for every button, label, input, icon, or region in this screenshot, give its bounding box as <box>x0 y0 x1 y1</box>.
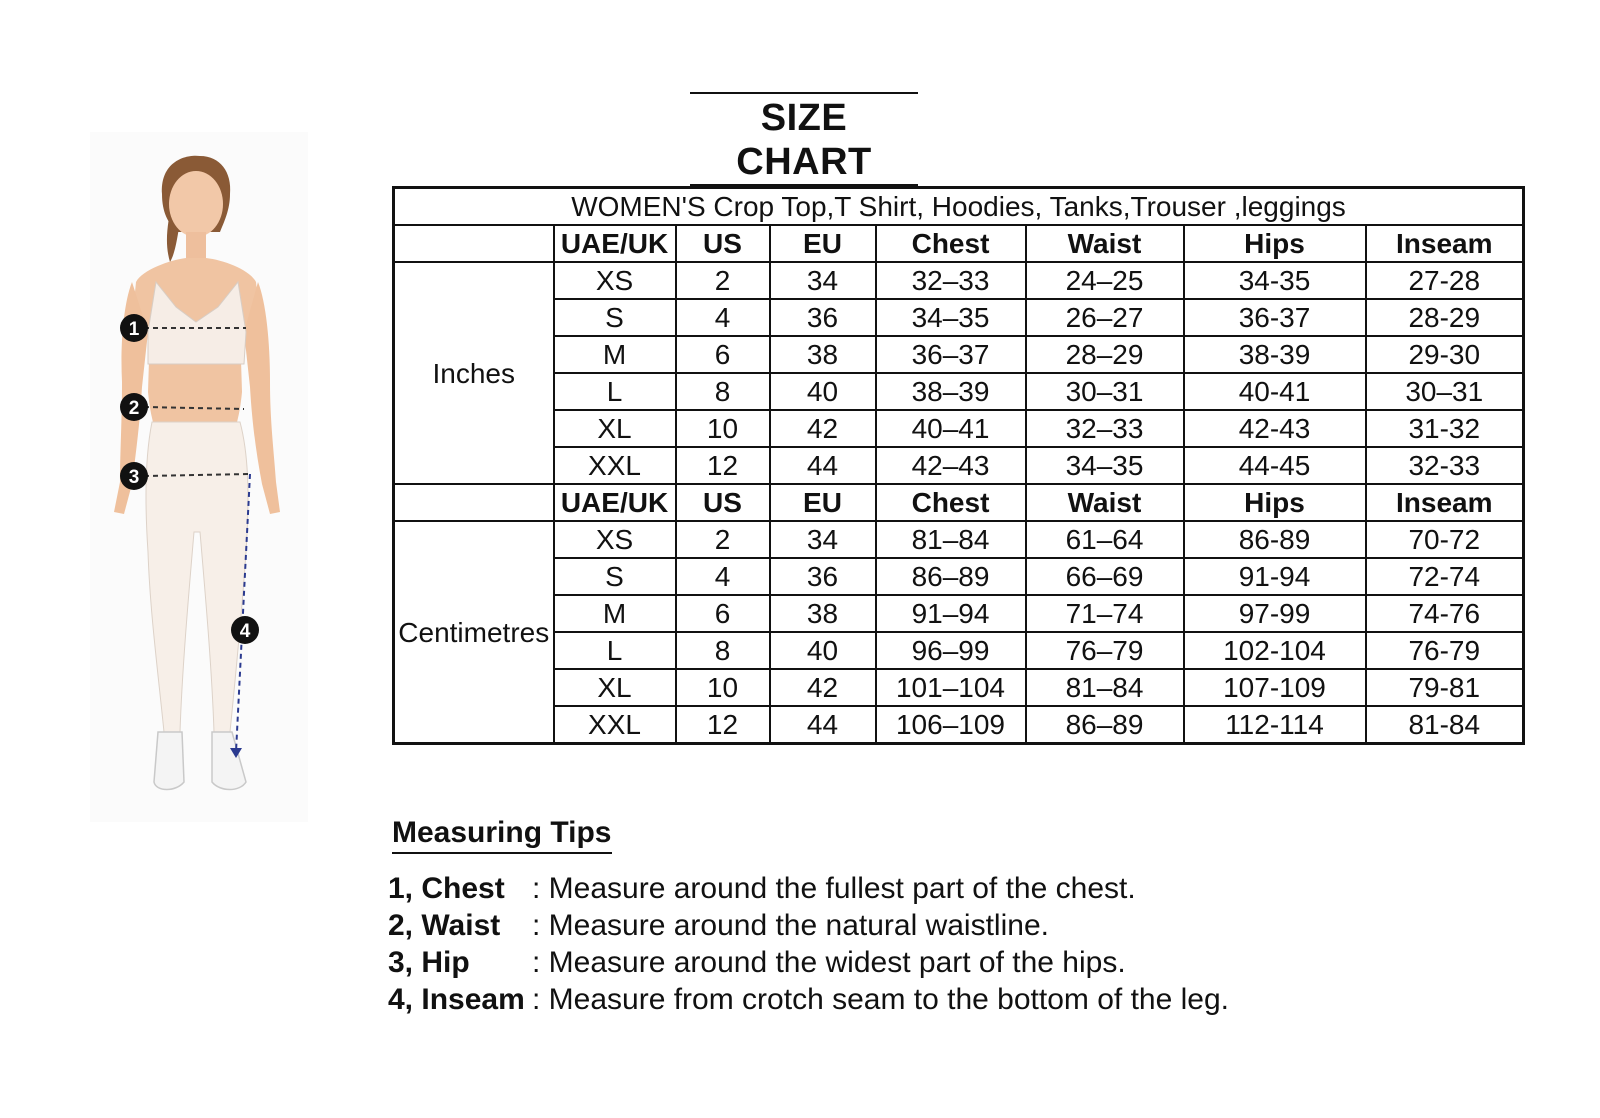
column-header-hips: Hips <box>1184 225 1366 262</box>
table-row <box>394 447 1524 484</box>
measuring-tips-heading: Measuring Tips <box>392 816 612 854</box>
column-header-waist: Waist <box>1026 225 1184 262</box>
cell-size-eu: 36 <box>770 299 876 336</box>
column-header-size-uae-uk: UAE/UK <box>554 225 676 262</box>
cell-inseam: 28-29 <box>1366 299 1524 336</box>
cell-waist: 81–84 <box>1026 669 1184 706</box>
size-chart-table <box>392 186 1525 745</box>
marker-4-icon <box>231 616 259 644</box>
cell-size-eu: 34 <box>770 521 876 558</box>
cell-size-uae-uk: XS <box>554 262 676 299</box>
cell-waist: 61–64 <box>1026 521 1184 558</box>
table-row <box>394 669 1524 706</box>
svg-text:1: 1 <box>128 319 140 340</box>
cell-chest: 81–84 <box>876 521 1026 558</box>
cell-waist: 86–89 <box>1026 706 1184 744</box>
cell-size-uae-uk: M <box>554 336 676 373</box>
tip-text: : Measure around the fullest part of the chest. <box>532 872 1136 905</box>
cell-waist: 71–74 <box>1026 595 1184 632</box>
table-row <box>394 299 1524 336</box>
cell-size-us: 2 <box>676 262 770 299</box>
cell-hips: 107-109 <box>1184 669 1366 706</box>
header-blank-cell <box>394 225 554 262</box>
cell-size-eu: 36 <box>770 558 876 595</box>
cell-waist: 24–25 <box>1026 262 1184 299</box>
cell-chest: 96–99 <box>876 632 1026 669</box>
cell-hips: 102-104 <box>1184 632 1366 669</box>
svg-text:3: 3 <box>128 467 140 488</box>
cell-size-uae-uk: L <box>554 373 676 410</box>
cell-size-eu: 42 <box>770 669 876 706</box>
cell-size-us: 12 <box>676 447 770 484</box>
cell-size-us: 12 <box>676 706 770 744</box>
marker-2-icon <box>120 393 148 421</box>
cell-chest: 86–89 <box>876 558 1026 595</box>
cell-size-uae-uk: XL <box>554 410 676 447</box>
cell-waist: 32–33 <box>1026 410 1184 447</box>
table-header-row <box>394 225 1524 262</box>
tip-text: : Measure from crotch seam to the bottom of the leg. <box>532 983 1229 1016</box>
cell-hips: 40-41 <box>1184 373 1366 410</box>
tip-text: : Measure around the widest part of the hips. <box>532 946 1126 979</box>
table-row <box>394 521 1524 558</box>
tip-chest <box>388 870 1229 907</box>
cell-inseam: 74-76 <box>1366 595 1524 632</box>
cell-hips: 42-43 <box>1184 410 1366 447</box>
cell-chest: 36–37 <box>876 336 1026 373</box>
tip-inseam <box>388 981 1229 1018</box>
table-banner: WOMEN'S Crop Top,T Shirt, Hoodies, Tanks,Trouser ,leggings <box>394 188 1524 226</box>
unit-label: Inches <box>394 262 554 484</box>
cell-size-uae-uk: XS <box>554 521 676 558</box>
cell-waist: 28–29 <box>1026 336 1184 373</box>
svg-text:4: 4 <box>239 621 251 642</box>
cell-size-eu: 42 <box>770 410 876 447</box>
cell-size-us: 2 <box>676 521 770 558</box>
cell-inseam: 72-74 <box>1366 558 1524 595</box>
cell-inseam: 30–31 <box>1366 373 1524 410</box>
cell-waist: 34–35 <box>1026 447 1184 484</box>
cell-inseam: 31-32 <box>1366 410 1524 447</box>
cell-size-us: 10 <box>676 669 770 706</box>
cell-size-us: 8 <box>676 373 770 410</box>
cell-size-us: 4 <box>676 299 770 336</box>
tip-label: 2, Waist <box>388 909 501 942</box>
table-row <box>394 706 1524 744</box>
cell-size-eu: 44 <box>770 447 876 484</box>
page-title: SIZE CHART <box>690 92 918 186</box>
cell-inseam: 29-30 <box>1366 336 1524 373</box>
cell-size-uae-uk: S <box>554 558 676 595</box>
cell-hips: 97-99 <box>1184 595 1366 632</box>
cell-size-us: 6 <box>676 595 770 632</box>
cell-size-uae-uk: L <box>554 632 676 669</box>
table-row <box>394 632 1524 669</box>
cell-size-us: 6 <box>676 336 770 373</box>
table-row <box>394 595 1524 632</box>
tip-label: 4, Inseam <box>388 983 525 1016</box>
cell-inseam: 76-79 <box>1366 632 1524 669</box>
cell-size-eu: 38 <box>770 336 876 373</box>
cell-waist: 26–27 <box>1026 299 1184 336</box>
cell-size-uae-uk: XXL <box>554 447 676 484</box>
cell-hips: 91-94 <box>1184 558 1366 595</box>
cell-chest: 38–39 <box>876 373 1026 410</box>
column-header-waist: Waist <box>1026 484 1184 521</box>
cell-hips: 112-114 <box>1184 706 1366 744</box>
column-header-hips: Hips <box>1184 484 1366 521</box>
cell-size-eu: 40 <box>770 373 876 410</box>
cell-size-uae-uk: S <box>554 299 676 336</box>
table-row <box>394 410 1524 447</box>
tip-hip <box>388 944 1229 981</box>
cell-inseam: 70-72 <box>1366 521 1524 558</box>
unit-label: Centimetres <box>394 521 554 744</box>
column-header-chest: Chest <box>876 484 1026 521</box>
table-banner-row <box>394 188 1524 226</box>
table-row <box>394 558 1524 595</box>
column-header-size-uae-uk: UAE/UK <box>554 484 676 521</box>
cell-hips: 86-89 <box>1184 521 1366 558</box>
woman-figure-illustration <box>90 132 308 822</box>
body-measurement-figure <box>90 132 308 822</box>
cell-chest: 40–41 <box>876 410 1026 447</box>
marker-1-icon <box>120 314 148 342</box>
cell-size-uae-uk: M <box>554 595 676 632</box>
cell-size-eu: 40 <box>770 632 876 669</box>
cell-chest: 101–104 <box>876 669 1026 706</box>
cell-inseam: 79-81 <box>1366 669 1524 706</box>
cell-chest: 34–35 <box>876 299 1026 336</box>
svg-text:2: 2 <box>128 398 140 419</box>
cell-waist: 30–31 <box>1026 373 1184 410</box>
cell-hips: 38-39 <box>1184 336 1366 373</box>
cell-size-us: 8 <box>676 632 770 669</box>
cell-inseam: 27-28 <box>1366 262 1524 299</box>
column-header-chest: Chest <box>876 225 1026 262</box>
cell-waist: 76–79 <box>1026 632 1184 669</box>
column-header-size-eu: EU <box>770 484 876 521</box>
cell-waist: 66–69 <box>1026 558 1184 595</box>
tip-text: : Measure around the natural waistline. <box>532 909 1049 942</box>
cell-size-us: 4 <box>676 558 770 595</box>
cell-inseam: 32-33 <box>1366 447 1524 484</box>
cell-hips: 44-45 <box>1184 447 1366 484</box>
header-blank-cell <box>394 484 554 521</box>
cell-size-us: 10 <box>676 410 770 447</box>
cell-chest: 91–94 <box>876 595 1026 632</box>
cell-hips: 34-35 <box>1184 262 1366 299</box>
table-row <box>394 373 1524 410</box>
tip-label: 1, Chest <box>388 872 505 905</box>
cell-hips: 36-37 <box>1184 299 1366 336</box>
cell-chest: 42–43 <box>876 447 1026 484</box>
column-header-inseam: Inseam <box>1366 484 1524 521</box>
measuring-tips-list <box>388 870 1229 1018</box>
cell-inseam: 81-84 <box>1366 706 1524 744</box>
column-header-inseam: Inseam <box>1366 225 1524 262</box>
cell-size-eu: 44 <box>770 706 876 744</box>
cell-size-uae-uk: XL <box>554 669 676 706</box>
cell-chest: 106–109 <box>876 706 1026 744</box>
column-header-size-us: US <box>676 484 770 521</box>
cell-size-eu: 34 <box>770 262 876 299</box>
table-row <box>394 262 1524 299</box>
cell-size-uae-uk: XXL <box>554 706 676 744</box>
cell-chest: 32–33 <box>876 262 1026 299</box>
column-header-size-us: US <box>676 225 770 262</box>
cell-size-eu: 38 <box>770 595 876 632</box>
tip-label: 3, Hip <box>388 946 470 979</box>
marker-3-icon <box>120 462 148 490</box>
tip-waist <box>388 907 1229 944</box>
table-row <box>394 336 1524 373</box>
table-header-row <box>394 484 1524 521</box>
column-header-size-eu: EU <box>770 225 876 262</box>
